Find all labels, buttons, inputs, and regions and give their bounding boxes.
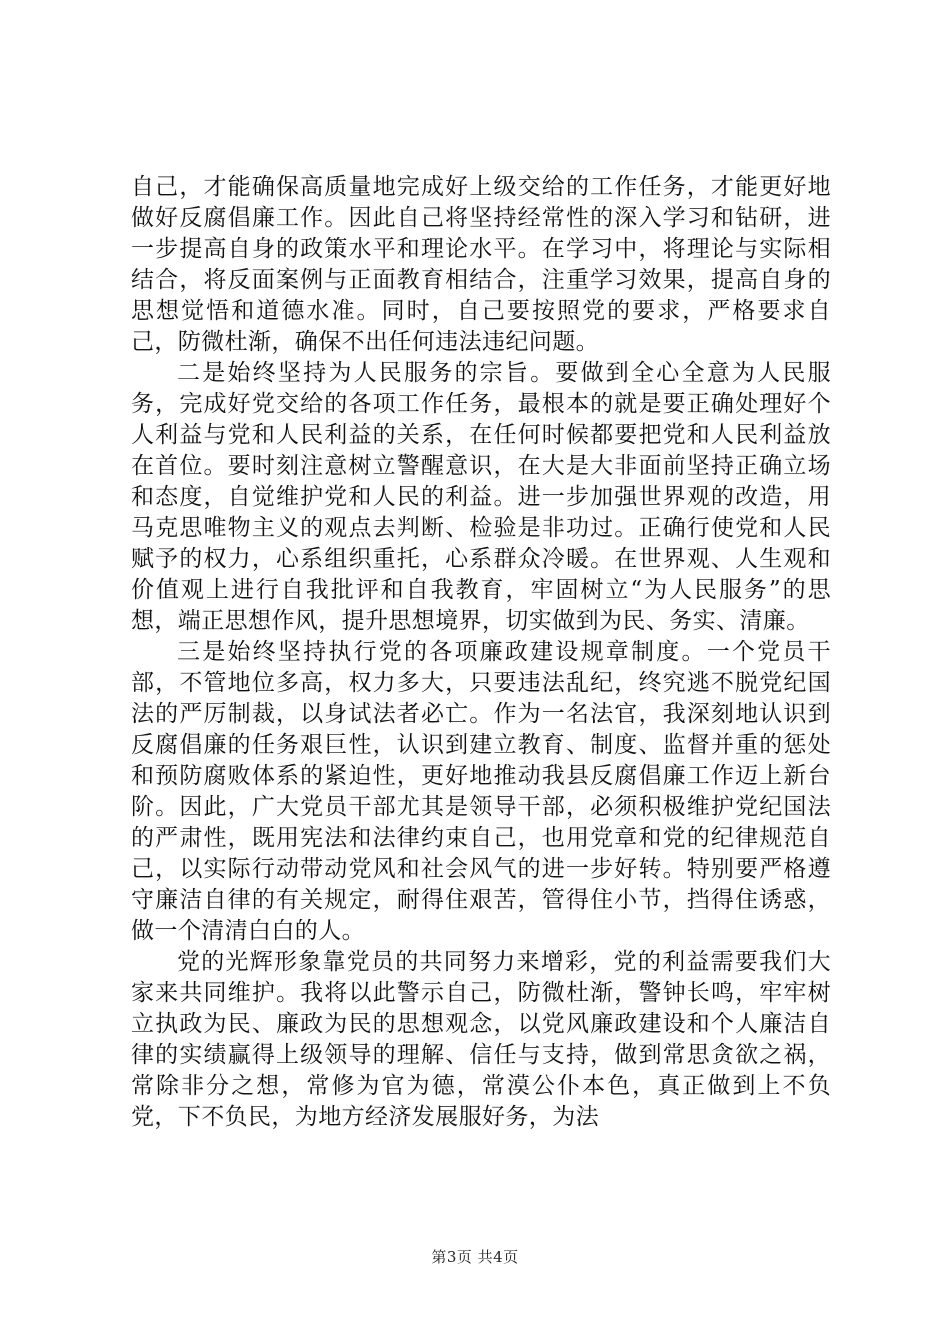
paragraph-point-three: 三是始终坚持执行党的各项廉政建设规章制度。一个党员干部，不管地位多高，权力多大，只要违法乱纪，终究逃不脱党纪国法的严厉制裁，以身试法者必亡。作为一名法官，我深刻地认识到反腐倡廉的任务艰巨性，认识到建立教育、制度、监督并重的惩处和预防腐败体系的紧迫性，更好地推动我县反腐倡廉工作迈上新台阶。因此，广大党员干部尤其是领导干部，必须积极维护党纪国法的严肃性，既用宪法和法律约束自己，也用党章和党的纪律规范自己，以实际行动带动党风和社会风气的进一步好转。特别要严格遵守廉洁自律的有关规定，耐得住艰苦，管得住小节，挡得住诱惑，做一个清清白白的人。 [131, 639, 831, 944]
paragraph-closing: 党的光辉形象靠党员的共同努力来增彩，党的利益需要我们大家来共同维护。我将以此警示自己，防微杜渐，警钟长鸣，牢牢树立执政为民、廉政为民的思想观念，以党风廉政建设和个人廉洁自律的实绩赢得上级领导的理解、信任与支持，做到常思贪欲之祸，常除非分之想，常修为官为德，常漠公仆本色，真正做到上不负党，下不负民，为地方经济发展服好务，为法 [131, 949, 831, 1130]
document-body [131, 172, 831, 1133]
page-number-footer: 第3页 共4页 [431, 1248, 519, 1266]
paragraph-point-two: 二是始终坚持为人民服务的宗旨。要做到全心全意为人民服务，完成好党交给的各项工作任务，最根本的就是要正确处理好个人利益与党和人民利益的关系，在任何时候都要把党和人民利益放在首位。要时刻注意树立警醒意识，在大是大非面前坚持正确立场和态度，自觉维护党和人民的利益。进一步加强世界观的改造，用马克思唯物主义的观点去判断、检验是非功过。正确行使党和人民赋予的权力，心系组织重托，心系群众冷暖。在世界观、人生观和价值观上进行自我批评和自我教育，牢固树立“为人民服务”的思想，端正思想作风，提升思想境界，切实做到为民、务实、清廉。 [131, 360, 831, 634]
paragraph-continuation: 自己，才能确保高质量地完成好上级交给的工作任务，才能更好地做好反腐倡廉工作。因此自己将坚持经常性的深入学习和钻研，进一步提高自身的政策水平和理论水平。在学习中，将理论与实际相结合，将反面案例与正面教育相结合，注重学习效果，提高自身的思想觉悟和道德水准。同时，自己要按照党的要求，严格要求自己，防微杜渐，确保不出任何违法违纪问题。 [131, 174, 831, 355]
